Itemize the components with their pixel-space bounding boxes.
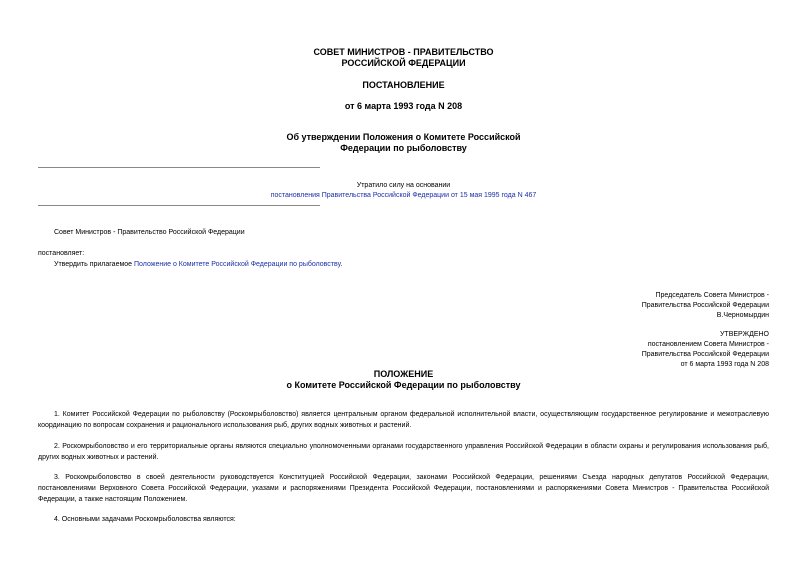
- regulation-link[interactable]: Положение о Комитете Российской Федерации по рыболовству: [134, 261, 341, 268]
- header-line-2: РОССИЙСКОЙ ФЕДЕРАЦИИ: [341, 58, 466, 68]
- signature-line-1: Председатель Совета Министров -: [655, 292, 769, 299]
- signature-line-2: Правительства Российской Федерации: [641, 302, 769, 309]
- approved-line-4: от 6 марта 1993 года N 208: [680, 361, 769, 368]
- document-title-line-2: Федерации по рыболовству: [340, 143, 467, 153]
- document-type: ПОСТАНОВЛЕНИЕ: [362, 80, 445, 90]
- document-date: от 6 марта 1993 года N 208: [344, 101, 463, 111]
- approved-line-1: УТВЕРЖДЕНО: [719, 331, 769, 338]
- divider-top: [38, 167, 320, 168]
- status-link[interactable]: постановления Правительства Российской Федерации от 15 мая 1995 года N 467: [270, 192, 537, 199]
- signature-name: В.Черномырдин: [716, 312, 769, 319]
- paragraph-3: 3. Роскомрыболовство в своей деятельности руководствуется Конституцией Российской Федерации, законами Российской Федерации, решениями Съезда народных депутатов Российской Федерации, постановлениями Верховного Совета Российской Федерации, указами и распоряжениями Президента Российской Федерации, постановлениями и распоряжениями Совета Министров - Правительства Российской Федерации, а также настоящим Положением.: [38, 474, 769, 503]
- council-name: Совет Министров - Правительство Российской Федерации: [54, 229, 245, 236]
- regulation-title-1: ПОЛОЖЕНИЕ: [373, 369, 434, 379]
- approve-suffix: .: [340, 261, 343, 268]
- paragraph-4: 4. Основными задачами Роскомрыболовства являются:: [54, 516, 236, 523]
- decides-text: постановляет:: [38, 250, 85, 257]
- paragraph-1: 1. Комитет Российской Федерации по рыболовству (Роскомрыболовство) является центральным органом федеральной исполнительной власти, осуществляющим государственное регулирование и межотраслевую координацию по вопросам сохранения и рационального использования рыб, других водных животных и растений.: [38, 411, 769, 429]
- approve-line: [54, 260, 342, 270]
- header-line-1: СОВЕТ МИНИСТРОВ - ПРАВИТЕЛЬСТВО: [313, 47, 494, 57]
- document-title-line-1: Об утверждении Положения о Комитете Российской: [286, 132, 521, 142]
- regulation-title-2: о Комитете Российской Федерации по рыболовству: [286, 380, 521, 390]
- approved-line-3: Правительства Российской Федерации: [641, 351, 769, 358]
- divider-bottom: [38, 205, 320, 206]
- approved-line-2: постановлением Совета Министров -: [647, 341, 769, 348]
- paragraph-2: 2. Роскомрыболовство и его территориальные органы являются специально уполномоченными органами государственного управления Российской Федерации в области охраны и регулирования использования рыб, других водных животных и растений.: [38, 443, 769, 461]
- status-text: Утратило силу на основании: [356, 182, 451, 189]
- approve-prefix: Утвердить прилагаемое: [54, 261, 135, 268]
